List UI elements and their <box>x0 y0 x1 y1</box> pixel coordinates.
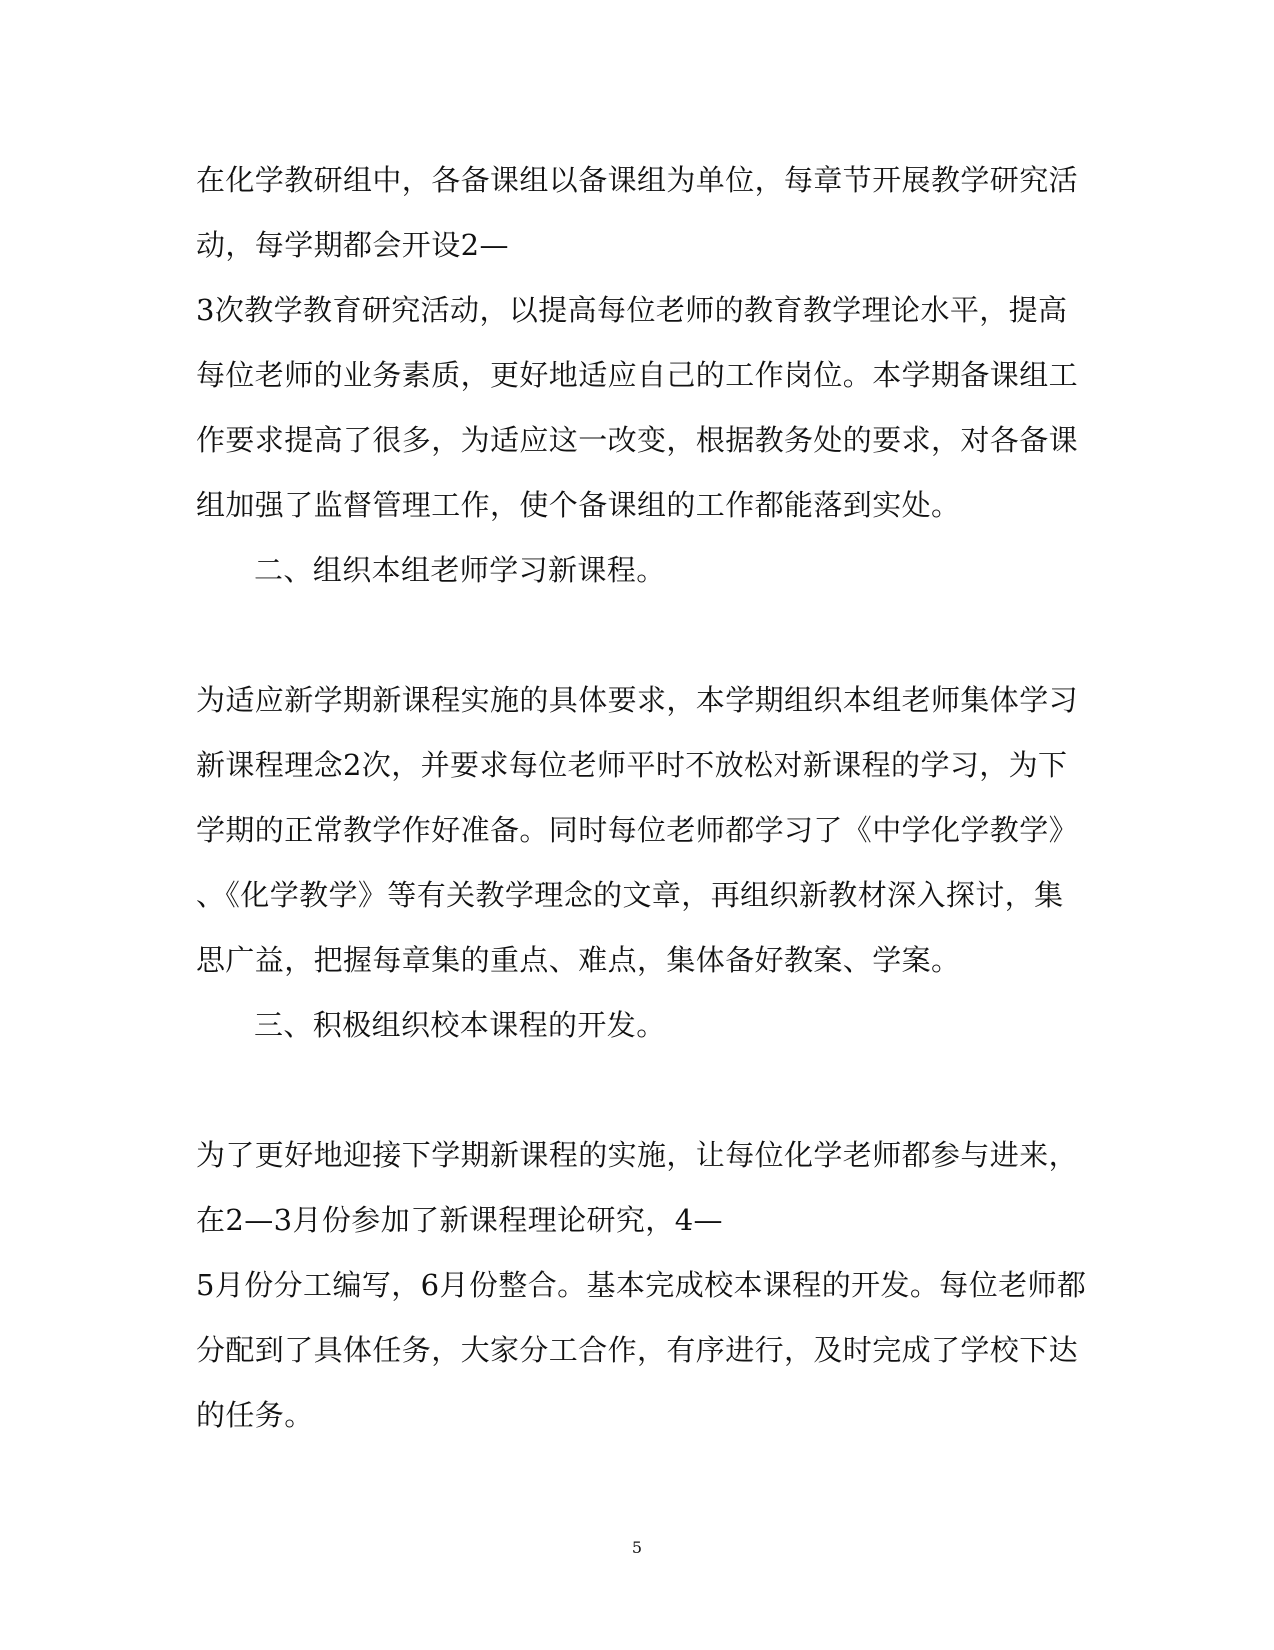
text-line: 3次教学教育研究活动，以提高每位老师的教育教学理论水平，提高 <box>196 293 1068 327</box>
text-line: 作要求提高了很多，为适应这一改变，根据教务处的要求，对各备课 <box>196 423 1079 457</box>
text-line: 在化学教研组中，各备课组以备课组为单位，每章节开展教学研究活 <box>196 163 1079 197</box>
section-heading: 二、组织本组老师学习新课程。 <box>254 553 666 587</box>
page-number: 5 <box>631 1538 643 1557</box>
text-line: 分配到了具体任务，大家分工合作，有序进行，及时完成了学校下达 <box>196 1333 1079 1367</box>
text-line: 新课程理念2次，并要求每位老师平时不放松对新课程的学习，为下 <box>196 748 1068 782</box>
section-heading: 三、积极组织校本课程的开发。 <box>254 1008 666 1042</box>
text-line: 学期的正常教学作好准备。同时每位老师都学习了《中学化学教学》 <box>196 813 1079 847</box>
text-line: 5月份分工编写，6月份整合。基本完成校本课程的开发。每位老师都 <box>196 1268 1087 1302</box>
text-line: 每位老师的业务素质，更好地适应自己的工作岗位。本学期备课组工 <box>196 358 1079 392</box>
text-line: 思广益，把握每章集的重点、难点，集体备好教案、学案。 <box>196 943 961 977</box>
text-line: 为适应新学期新课程实施的具体要求，本学期组织本组老师集体学习 <box>196 683 1079 717</box>
text-line: 在2—3月份参加了新课程理论研究，4— <box>196 1203 723 1237</box>
text-line: 为了更好地迎接下学期新课程的实施，让每位化学老师都参与进来， <box>196 1138 1079 1172</box>
text-line: 的任务。 <box>196 1398 314 1432</box>
text-line: 、《化学教学》等有关教学理念的文章，再组织新教材深入探讨，集 <box>196 878 1064 912</box>
text-line: 动，每学期都会开设2— <box>196 228 509 262</box>
text-line: 组加强了监督管理工作，使个备课组的工作都能落到实处。 <box>196 488 961 522</box>
